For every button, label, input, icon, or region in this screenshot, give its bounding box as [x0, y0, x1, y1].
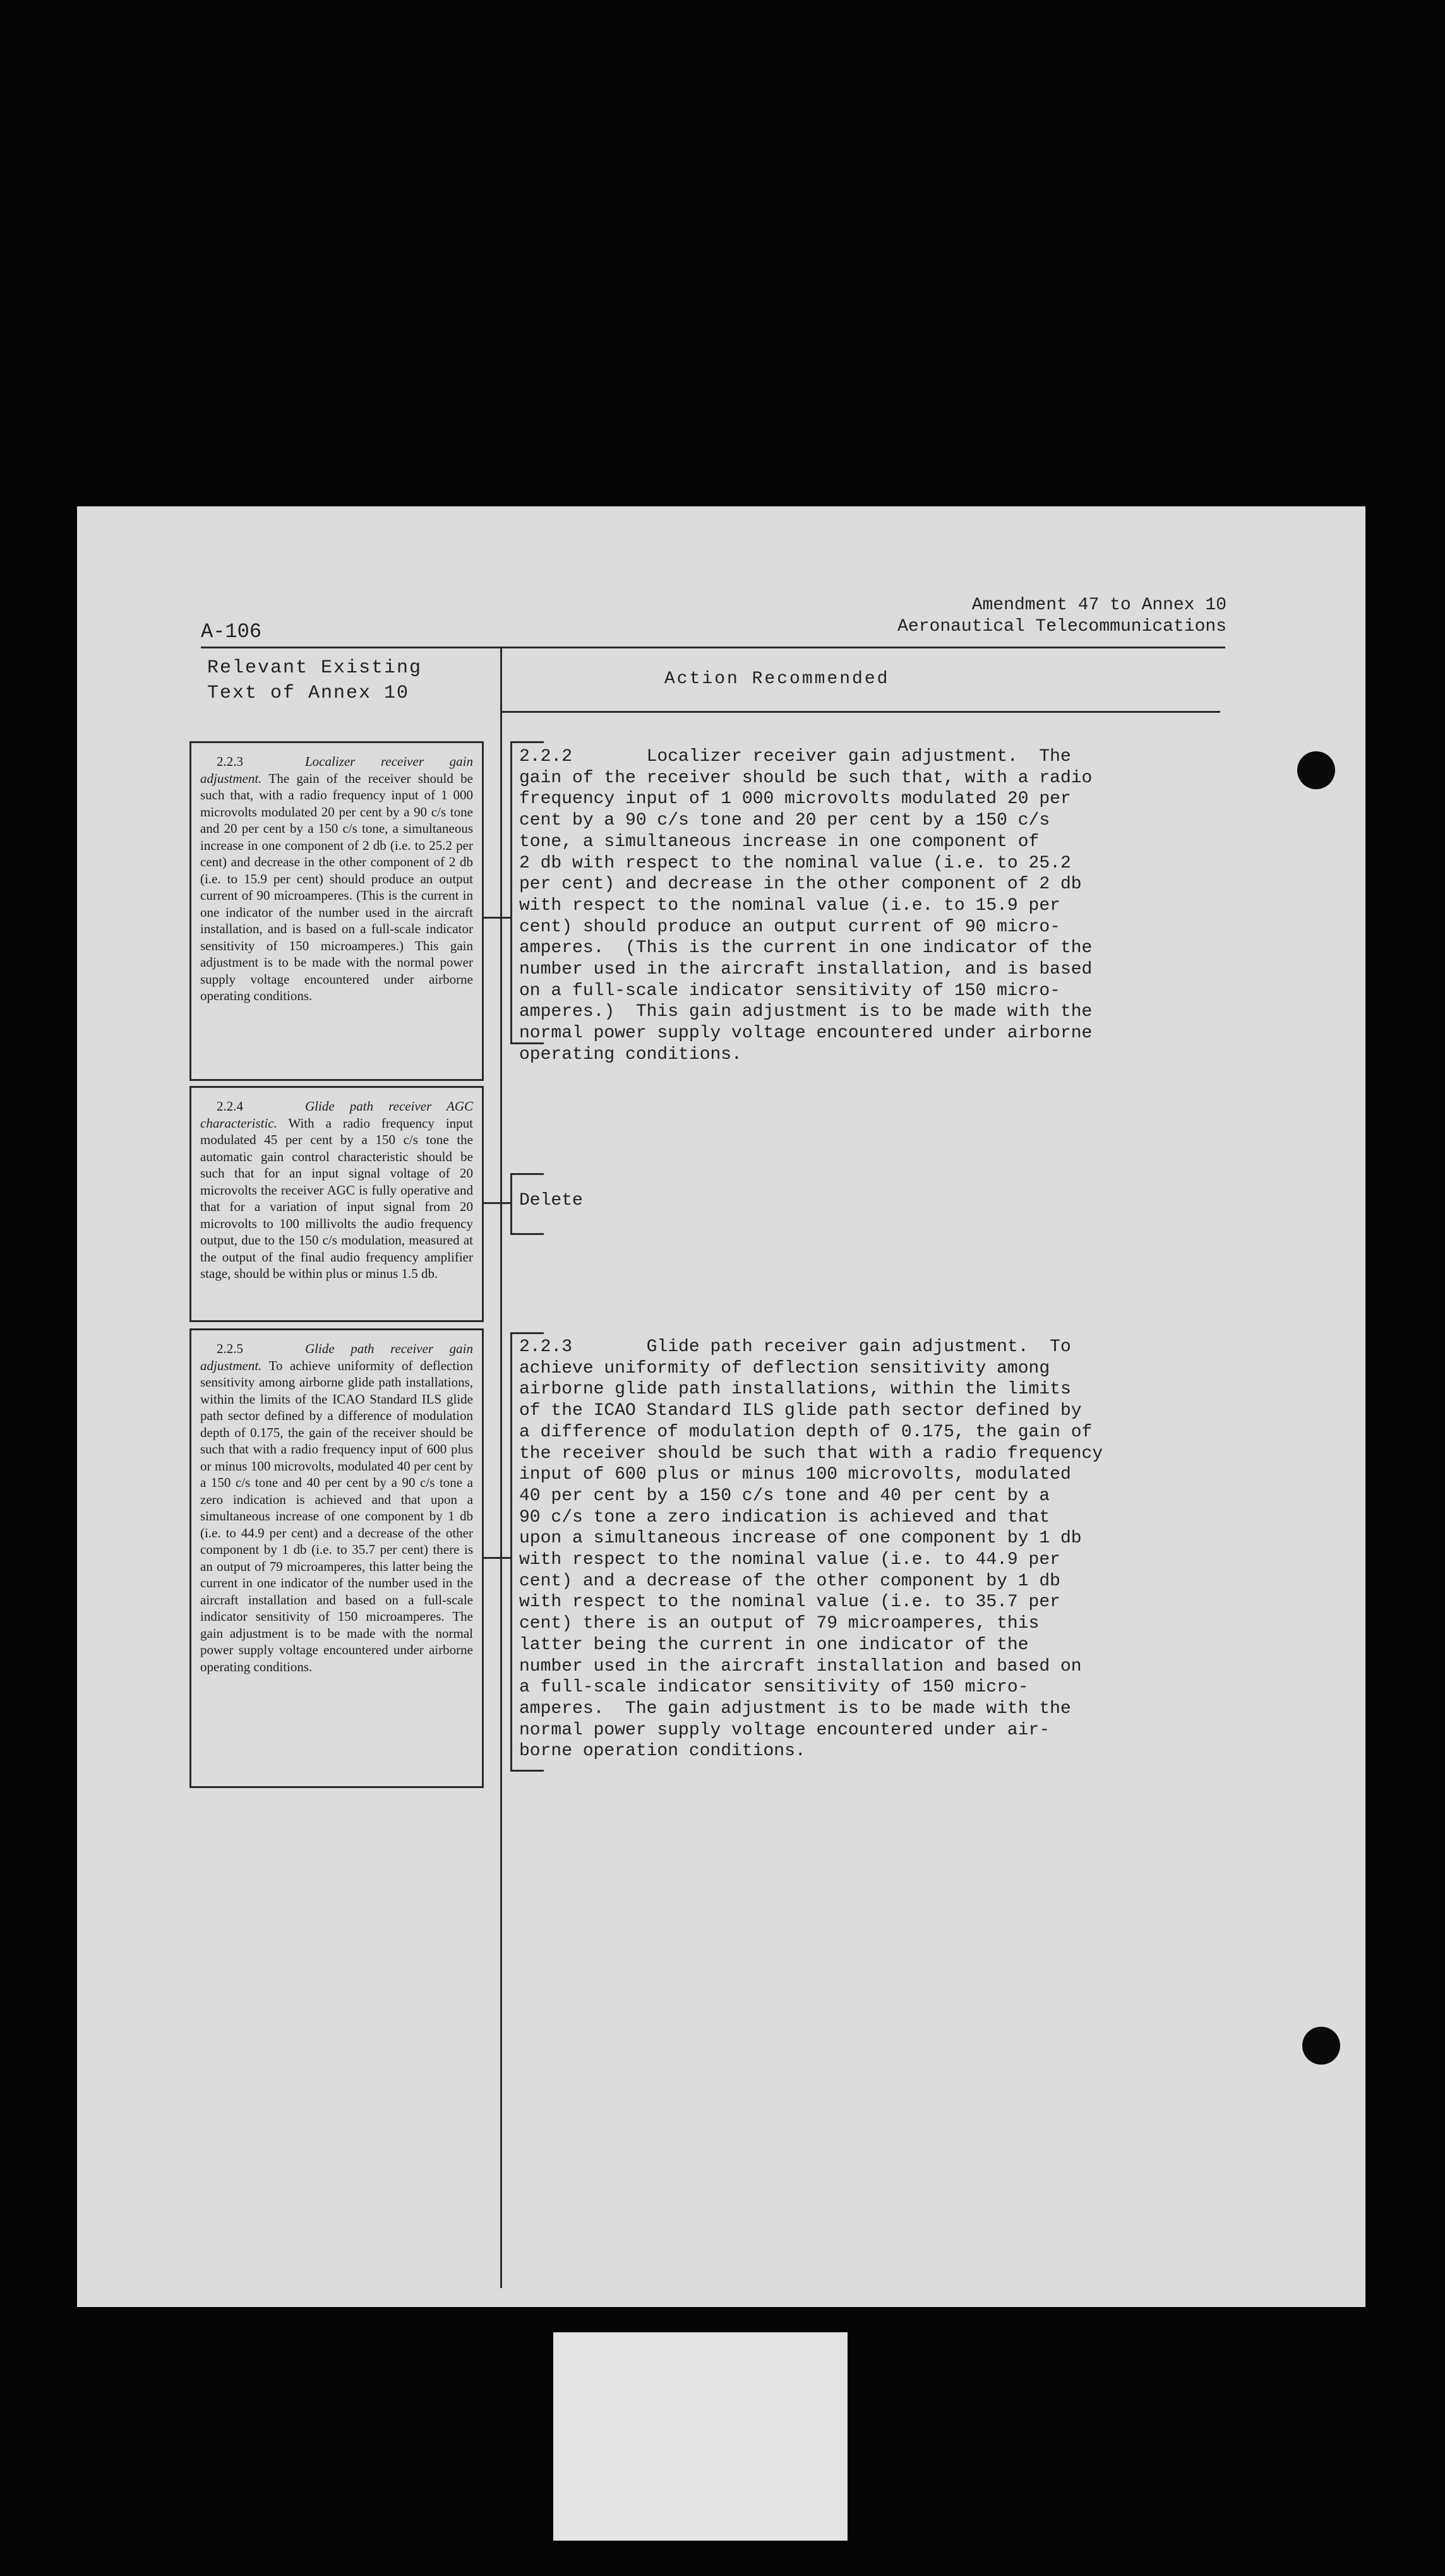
- column-divider: [500, 647, 502, 2288]
- header-rule: [201, 647, 1225, 648]
- page-header: [784, 595, 1226, 638]
- existing-text-box-2-2-3: [189, 741, 484, 1081]
- document-page: [77, 506, 1365, 2307]
- section-number: 2.2.5: [217, 1341, 243, 1356]
- recommended-2-2-3: 2.2.3 Glide path receiver gain adjustment. To achieve uniformity of deflection sensitivity among airborne glide path installations, within the limits of the ICAO Standard ILS glide path sector defined by a difference of modulation depth of 0.175, the gain of the receiver should be such that with a radio frequency input of 600 plus or minus 100 microvolts, modulated 40 per cent by a 150 c/s tone and 40 per cent by a 90 c/s tone a zero indication is achieved and that upon a simultaneous increase of one component by 1 db with respect to the nominal value (i.e. to 44.9 per cent) and a decrease of the other component by 1 db with respect to the nominal value (i.e. to 35.7 per cent) there is an output of 79 microamperes, this latter being the current in one indicator of the number used in the aircraft installation and based on a full-scale indicator sensitivity of 150 micro- amperes. The gain adjustment is to be made with the normal power supply voltage encountered under air- borne operation conditions.: [519, 1337, 1103, 1762]
- section-title: Glide path receiver AGC characteristic.: [200, 1099, 473, 1131]
- subject-line: Aeronautical Telecommunications: [897, 617, 1226, 636]
- section-title: Glide path receiver gain adjustment.: [200, 1341, 473, 1373]
- amendment-line: Amendment 47 to Annex 10: [971, 595, 1226, 615]
- calibration-card: [553, 2332, 848, 2541]
- left-title-line-2: Text of Annex 10: [207, 683, 410, 704]
- section-number: 2.2.4: [217, 1099, 243, 1114]
- connector-line: [484, 917, 510, 919]
- existing-text-box-2-2-5: [189, 1328, 484, 1788]
- section-body: With a radio frequency input modulated 45 per cent by a 150 c/s tone the automatic gain control characteristic should be such that for an input signal voltage of 20 microvolts the receiver AGC is fully operative and that for a variation of input signal from 20 microvolts to 100 millivolts the audio frequency output, due to the 150 c/s modulation, measured at the output of the final audio frequency amplifier stage, should be within plus or minus 1.5 db.: [200, 1115, 473, 1281]
- punch-hole: [1297, 751, 1335, 789]
- punch-hole: [1302, 2027, 1340, 2065]
- section-title: Localizer receiver gain adjustment.: [200, 754, 473, 786]
- connector-line: [484, 1557, 510, 1559]
- recommended-2-2-2: 2.2.2 Localizer receiver gain adjustment. The gain of the receiver should be such that, with a radio frequency input of 1 000 microvolts modulated 20 per cent by a 90 c/s tone and 20 per cent by a 150 c/s tone, a simultaneous increase in one component of 2 db with respect to the nominal value (i.e. to 25.2 per cent) and decrease in the other component of 2 db with respect to the nominal value (i.e. to 15.9 per cent) should produce an output current of 90 micro- amperes. (This is the current in one indicator of the number used in the aircraft installation, and is based on a full-scale indicator sensitivity of 150 micro- amperes.) This gain adjustment is to be made with the normal power supply voltage encountered under airborne operating conditions.: [519, 747, 1093, 1064]
- right-header-rule: [501, 711, 1220, 713]
- existing-text-box-2-2-4: [189, 1086, 484, 1322]
- left-column-title: [207, 655, 422, 706]
- page-number: A-106: [201, 620, 262, 643]
- section-number: 2.2.3: [217, 754, 243, 769]
- section-body: To achieve uniformity of deflection sensitivity among airborne glide path installations, within the limits of the ICAO Standard ILS glide path sector defined by a difference of modulation depth of 0.175, the gain of the receiver should be such that with a radio frequency input of 600 plus or minus 100 microvolts, modulated 40 per cent by a 150 c/s tone and 40 per cent by a 90 c/s tone a zero indication is achieved and that upon a simultaneous increase of one component by 1 db (i.e. to 44.9 per cent) and a decrease of the other component by 1 db (i.e. to 35.7 per cent) there is an output of 79 microamperes, this latter being the current in one indicator of the number used in the aircraft installation and based on a full-scale indicator sensitivity of 150 microamperes. The gain adjustment is to be made with the normal power supply voltage encountered under airborne operating conditions.: [200, 1357, 473, 1674]
- right-column-title: Action Recommended: [664, 669, 890, 689]
- connector-line: [484, 1202, 510, 1204]
- left-title-line-1: Relevant Existing: [207, 657, 423, 679]
- recommended-delete: Delete: [519, 1191, 583, 1210]
- section-body: The gain of the receiver should be such that, with a radio frequency input of 1 000 microvolts modulated 20 per cent by a 90 c/s tone and 20 per cent by a 150 c/s tone, a simultaneous increase in one component of 2 db (i.e. to 25.2 per cent) and decrease in the other component of 2 db (i.e. to 15.9 per cent) should produce an output current of 90 microamperes. (This is the current in one indicator of the number used in the aircraft installation, and is based on a full-scale indicator sensitivity of 150 microamperes.) This gain adjustment is to be made with the normal power supply voltage encountered under airborne operating conditions.: [200, 770, 474, 1003]
